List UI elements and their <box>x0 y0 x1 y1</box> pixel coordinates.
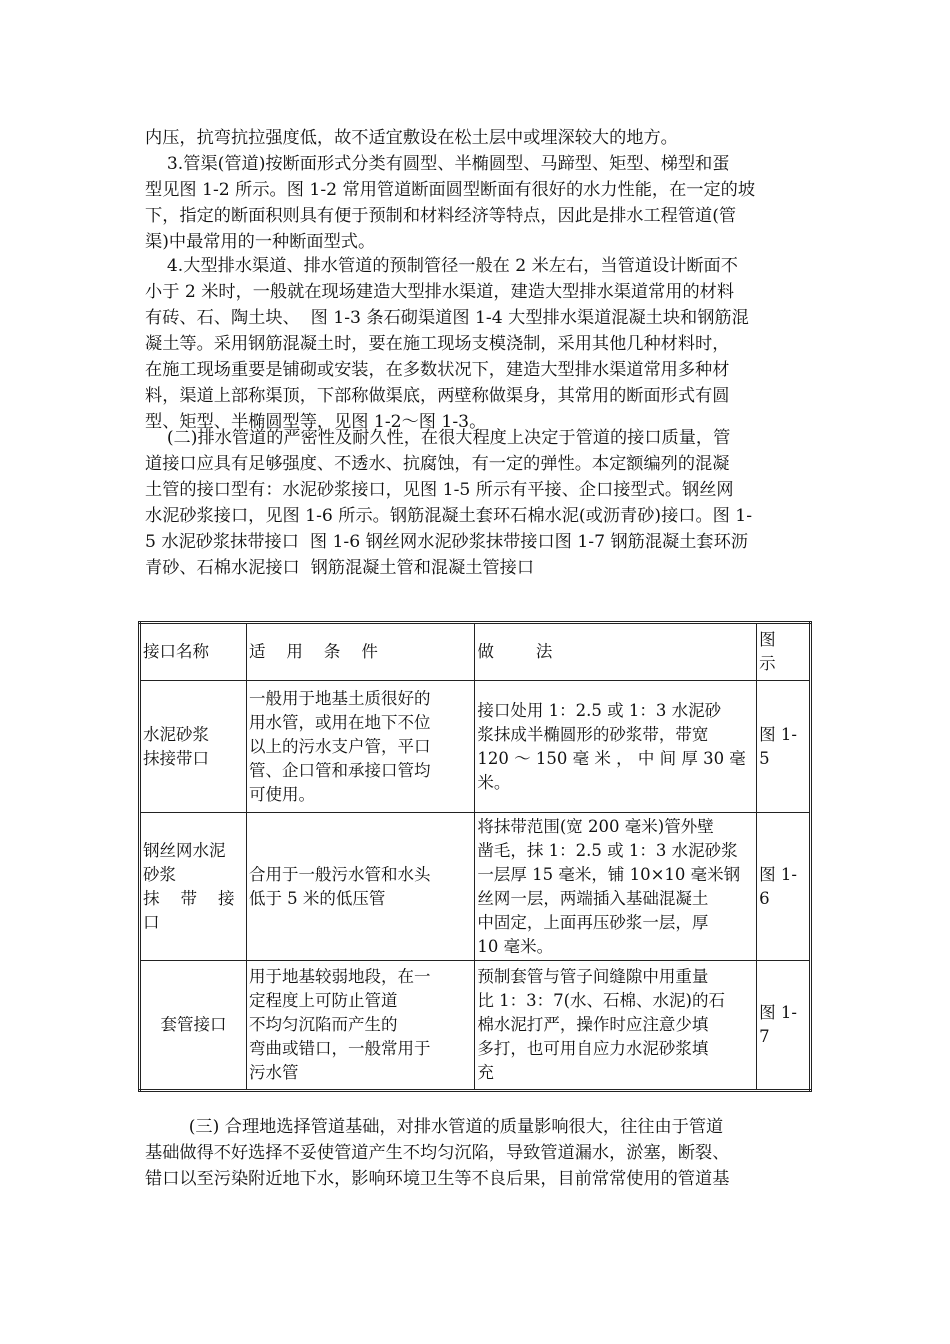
text-line: 渠)中最常用的一种断面型式。 <box>145 232 376 252</box>
text-line: 4.大型排水渠道、排水管道的预制管径一般在 2 米左右，当管道设计断面不 <box>145 256 738 276</box>
condition-cell: 用于地基较弱地段，在一 定程度上可防止管道 不均匀沉陷而产生的 弯曲或错口，一般常用于 污水管 <box>246 961 474 1091</box>
joint-name-cell: 套管接口 <box>140 961 247 1091</box>
text-line: (二)排水管道的严密性及耐久性，在很大程度上决定于管道的接口质量，管 <box>145 428 731 448</box>
figure-cell: 图 1-7 <box>757 961 811 1091</box>
text-line: 凝土等。采用钢筋混凝土时，要在施工现场支模浇制，采用其他几种材料时， <box>145 334 730 354</box>
method-cell: 将抹带范围(宽 200 毫米)管外壁 凿毛，抹 1：2.5 或 1：3 水泥砂浆 一层厚 15 毫米，铺 10×10 毫米钢 丝网一层，两端插入基础混凝土 中固定，上面再压砂浆一层，厚 10 毫米。 <box>475 813 757 961</box>
header-method: 做 法 <box>475 623 757 681</box>
text-line: 青砂、石棉水泥接口 钢筋混凝土管和混凝土管接口 <box>145 558 535 578</box>
paragraph-4 <box>145 425 810 581</box>
text-line: 型见图 1-2 所示。图 1-2 常用管道断面圆型断面有很好的水力性能，在一定的坡 <box>145 180 756 200</box>
text-line: 有砖、石、陶土块、 图 1-3 条石砌渠道图 1-4 大型排水渠道混凝土块和钢筋混 <box>145 308 749 328</box>
text-line: 水泥砂浆接口，见图 1-6 所示。钢筋混凝土套环石棉水泥(或沥青砂)接口。图 1- <box>145 506 753 526</box>
paragraph-3 <box>145 253 810 435</box>
text-line: 错口以至污染附近地下水，影响环境卫生等不良后果，目前常常使用的管道基 <box>145 1169 730 1189</box>
header-figure: 图 示 <box>757 623 811 681</box>
paragraph-5 <box>145 1114 810 1192</box>
method-cell: 接口处用 1：2.5 或 1：3 水泥砂 浆抹成半椭圆形的砂浆带，带宽 120 ～ 150 毫 米 ， 中 间 厚 30 毫 米。 <box>475 681 757 813</box>
condition-cell: 一般用于地基土质很好的 用水管，或用在地下不位 以上的污水支户管，平口 管、企口管和承接口管均 可使用。 <box>246 681 474 813</box>
method-cell: 预制套管与管子间缝隙中用重量 比 1：3：7(水、石棉、水泥)的石 棉水泥打严，操作时应注意少填 多打，也可用自应力水泥砂浆填 充 <box>475 961 757 1091</box>
joint-types-table <box>138 621 812 1092</box>
table-header-row <box>140 623 811 681</box>
text-line: 内压，抗弯抗拉强度低，故不适宜敷设在松土层中或埋深较大的地方。 <box>145 128 678 148</box>
text-line: 小于 2 米时，一般就在现场建造大型排水渠道，建造大型排水渠道常用的材料 <box>145 282 735 302</box>
text-line: 基础做得不好选择不妥使管道产生不均匀沉陷，导致管道漏水，淤塞，断裂、 <box>145 1143 730 1163</box>
table-row <box>140 961 811 1091</box>
text-line: (三) 合理地选择管道基础，对排水管道的质量影响很大，往往由于管道 <box>145 1117 724 1137</box>
joint-name-cell: 水泥砂浆 抹接带口 <box>140 681 247 813</box>
paragraph-1 <box>145 125 810 151</box>
header-joint-name: 接口名称 <box>140 623 247 681</box>
figure-cell: 图 1-5 <box>757 681 811 813</box>
text-line: 型、矩型、半椭圆型等，见图 1-2～图 1-3。 <box>145 412 487 432</box>
text-line: 土管的接口型有：水泥砂浆接口，见图 1-5 所示有平接、企口接型式。钢丝网 <box>145 480 734 500</box>
paragraph-2 <box>145 151 810 255</box>
header-conditions: 适 用 条 件 <box>246 623 474 681</box>
table-row <box>140 681 811 813</box>
table-row <box>140 813 811 961</box>
text-line: 道接口应具有足够强度、不透水、抗腐蚀，有一定的弹性。本定额编列的混凝 <box>145 454 730 474</box>
figure-cell: 图 1-6 <box>757 813 811 961</box>
text-line: 下，指定的断面积则具有便于预制和材料经济等特点，因此是排水工程管道(管 <box>145 206 737 226</box>
text-line: 料，渠道上部称渠顶，下部称做渠底，两壁称做渠身，其常用的断面形式有圆 <box>145 386 730 406</box>
text-line: 3.管渠(管道)按断面形式分类有圆型、半椭圆型、马蹄型、矩型、梯型和蛋 <box>145 154 730 174</box>
joint-name-cell: 钢丝网水泥 砂浆 抹 带 接 口 <box>140 813 247 961</box>
text-line: 5 水泥砂浆抹带接口 图 1-6 钢丝网水泥砂浆抹带接口图 1-7 钢筋混凝土套环沥 <box>145 532 748 552</box>
text-line: 在施工现场重要是铺砌或安装，在多数状况下，建造大型排水渠道常用多种材 <box>145 360 730 380</box>
condition-cell: 合用于一般污水管和水头 低于 5 米的低压管 <box>246 813 474 961</box>
